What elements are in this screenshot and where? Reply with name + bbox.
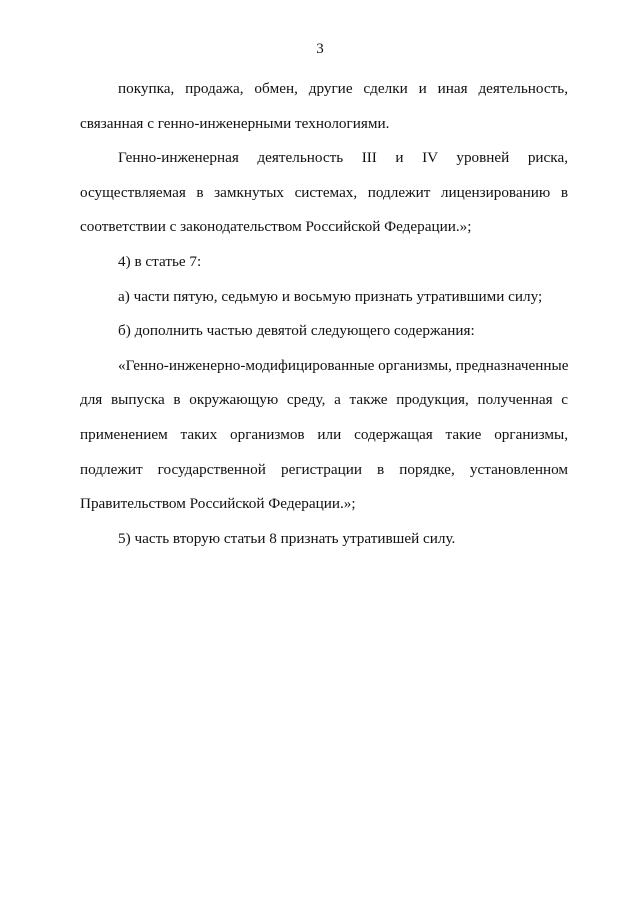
page-number: 3	[316, 41, 324, 57]
text-line: соответствии с законодательством Российской Федерации.»;	[80, 218, 472, 236]
text-line: Генно-инженерная деятельность III и IV уровней риска,	[118, 149, 568, 167]
paragraph-article-8	[80, 522, 568, 557]
paragraph-article-7	[80, 245, 568, 280]
text-line: для выпуска в окружающую среду, а также продукция, полученная с	[80, 391, 568, 409]
text-line: покупка, продажа, обмен, другие сделки и иная деятельность,	[118, 80, 568, 97]
document-body	[80, 72, 568, 556]
text-line: осуществляемая в замкнутых системах, подлежит лицензированию в	[80, 183, 568, 201]
text-line: 5) часть вторую статьи 8 признать утратившей силу.	[118, 529, 456, 547]
paragraph-purchase-sale	[80, 72, 568, 141]
paragraph-item-b	[80, 314, 568, 349]
text-line: Правительством Российской Федерации.»;	[80, 495, 356, 513]
text-line: 4) в статье 7:	[118, 252, 202, 270]
paragraph-item-a	[80, 280, 568, 315]
paragraph-licensing	[80, 141, 568, 245]
text-line: применением таких организмов или содержащая такие организмы,	[80, 425, 568, 443]
text-line: б) дополнить частью девятой следующего содержания:	[118, 322, 475, 340]
text-line: а) части пятую, седьмую и восьмую признать утратившими силу;	[118, 287, 543, 305]
text-line: подлежит государственной регистрации в порядке, установленном	[80, 460, 568, 478]
text-line: связанная с генно-инженерными технологиями.	[80, 114, 390, 132]
text-line: «Генно-инженерно-модифицированные организмы, предназначенные	[118, 356, 569, 374]
paragraph-gmo-registration	[80, 349, 568, 522]
